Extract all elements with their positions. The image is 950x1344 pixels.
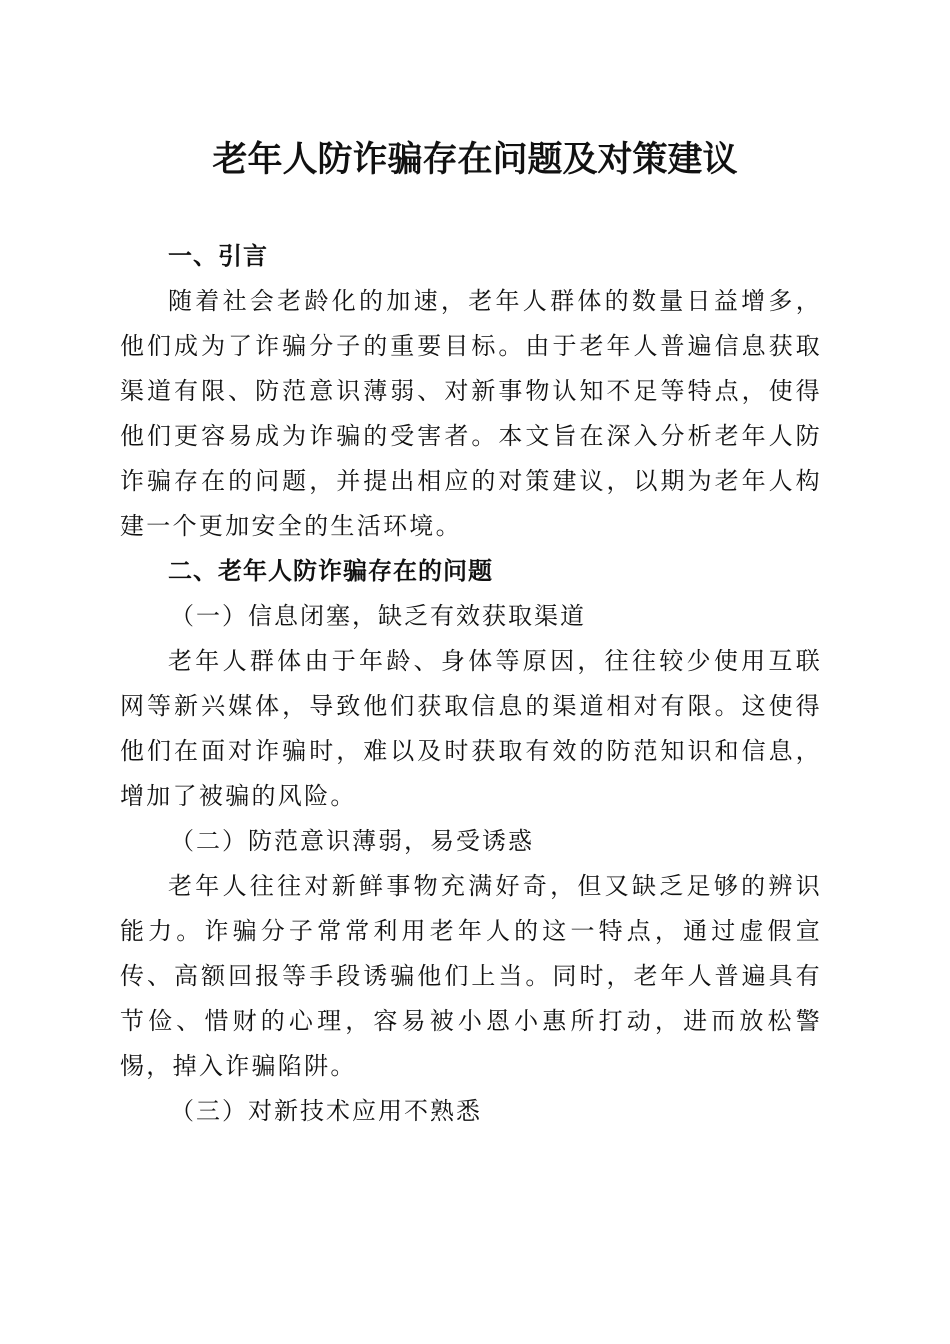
subheading-information-closure: （一）信息闭塞，缺乏有效获取渠道: [170, 602, 586, 630]
paragraph-introduction: 随着社会老龄化的加速，老年人群体的数量日益增多，他们成为了诈骗分子的重要目标。由于老年人普遍信息获取渠道有限、防范意识薄弱、对新事物认知不足等特点，使得他们更容易成为诈骗的受害者。本文旨在深入分析老年人防诈骗存在的问题，并提出相应的对策建议，以期为老年人构建一个更加安全的生活环境。: [120, 287, 822, 540]
document-title: 老年人防诈骗存在问题及对策建议: [212, 139, 738, 180]
section-heading-problems: 二、老年人防诈骗存在的问题: [168, 557, 493, 585]
subheading-weak-awareness: （二）防范意识薄弱，易受诱惑: [170, 827, 534, 855]
subheading-new-technology: （三）对新技术应用不熟悉: [170, 1097, 482, 1125]
document-body: [120, 234, 822, 1134]
section-heading-introduction: 一、引言: [168, 242, 268, 270]
paragraph-information-closure: 老年人群体由于年龄、身体等原因，往往较少使用互联网等新兴媒体，导致他们获取信息的渠道相对有限。这使得他们在面对诈骗时，难以及时获取有效的防范知识和信息，增加了被骗的风险。: [120, 647, 822, 810]
paragraph-weak-awareness: 老年人往往对新鲜事物充满好奇，但又缺乏足够的辨识能力。诈骗分子常常利用老年人的这一特点，通过虚假宣传、高额回报等手段诱骗他们上当。同时，老年人普遍具有节俭、惜财的心理，容易被小恩小惠所打动，进而放松警惕，掉入诈骗陷阱。: [120, 872, 822, 1080]
